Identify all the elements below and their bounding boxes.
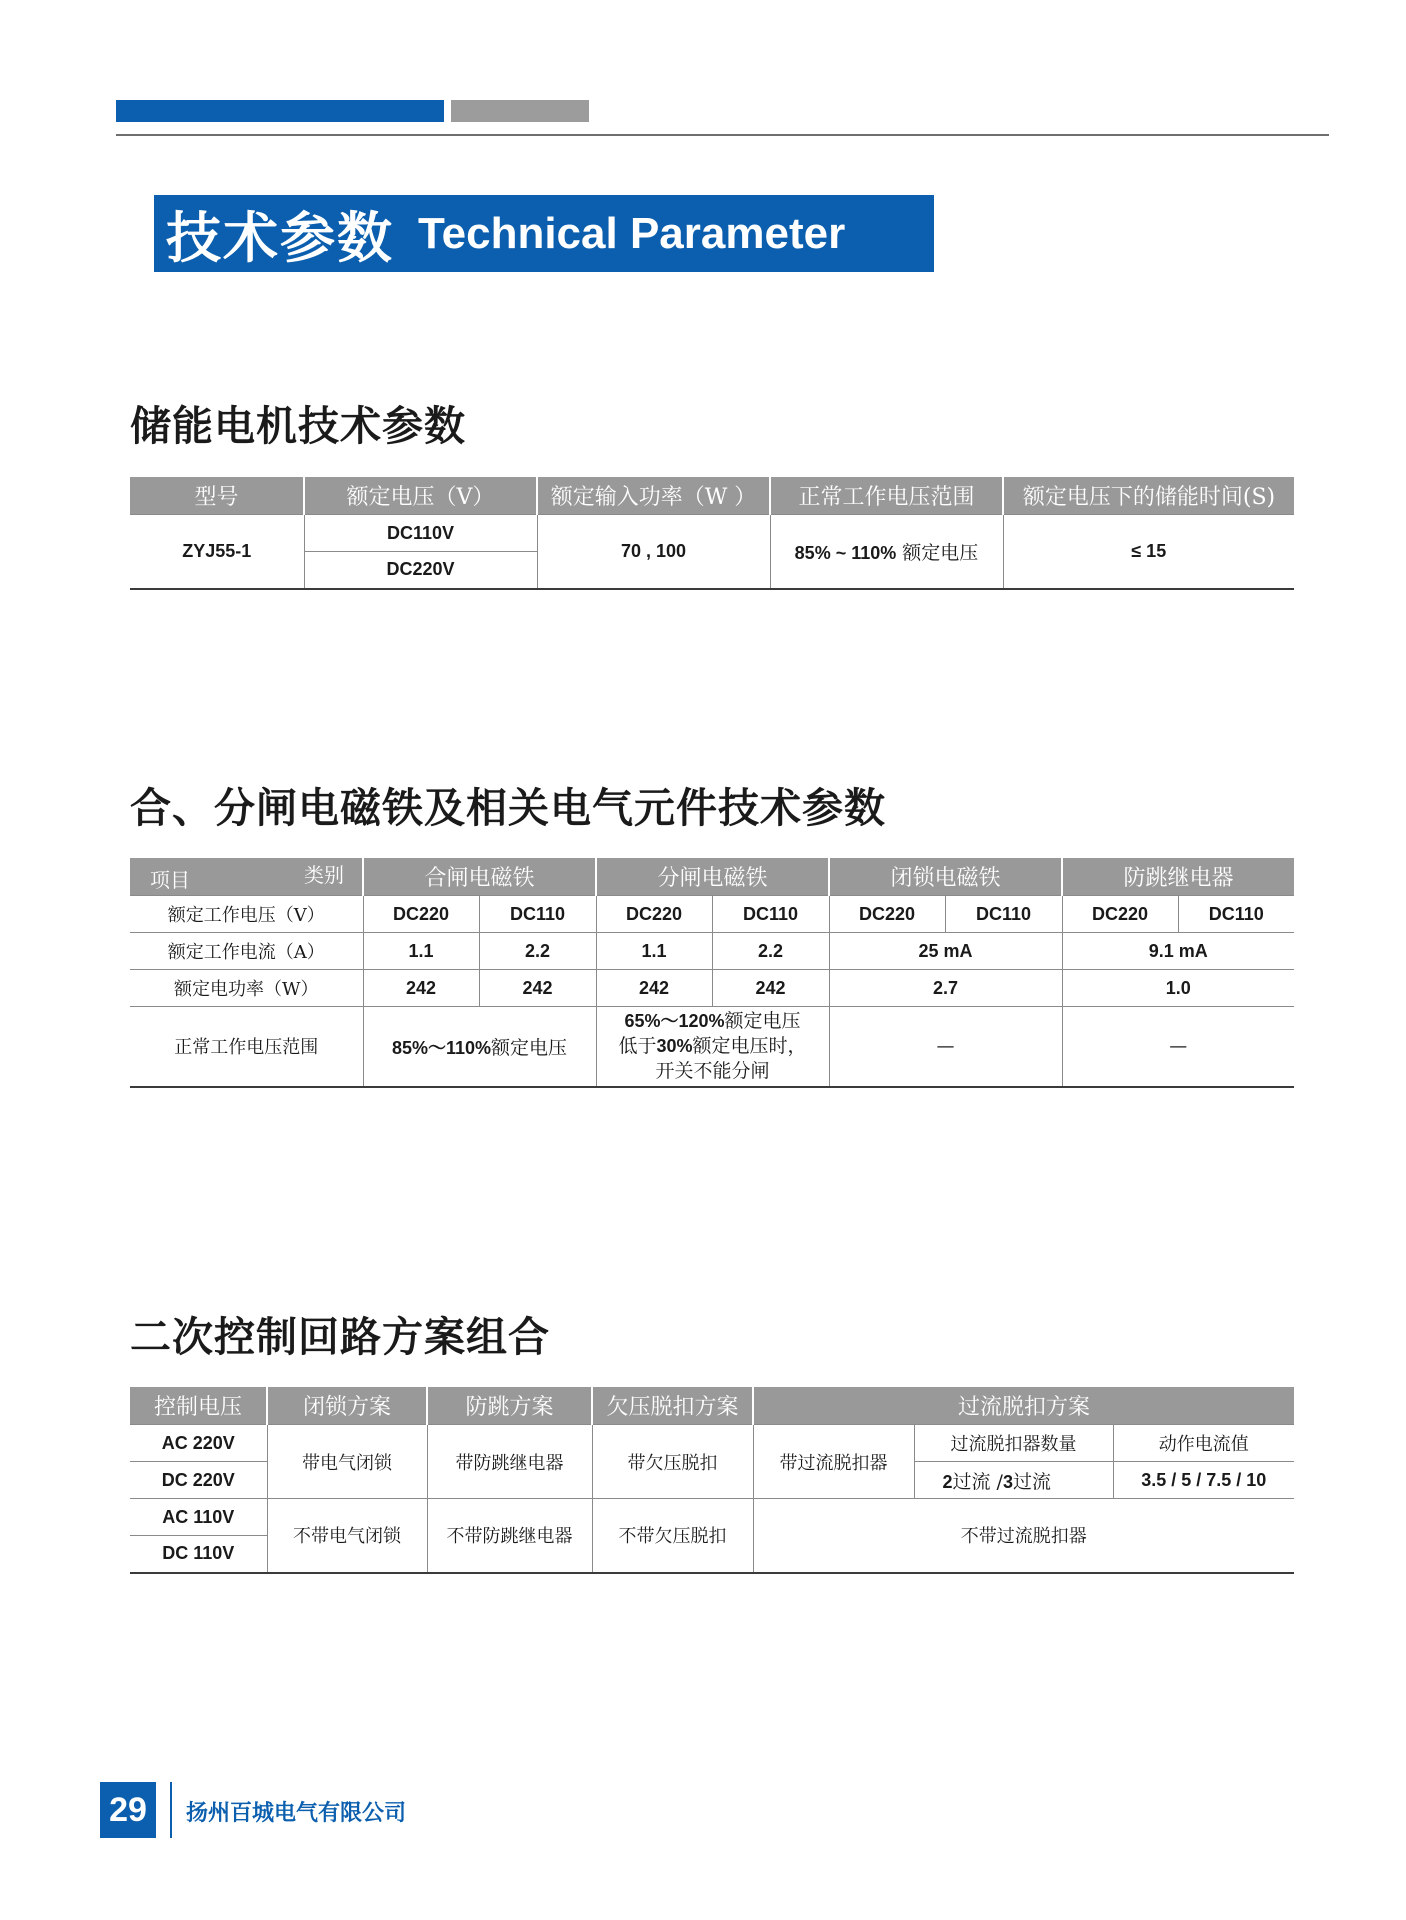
col-header-antijump: 防跳方案	[427, 1387, 592, 1425]
antijump-range-cell: —	[1062, 1007, 1294, 1087]
group-header-close: 合闸电磁铁	[363, 858, 596, 896]
group-header-open: 分闸电磁铁	[596, 858, 829, 896]
group-header-lock: 闭锁电磁铁	[829, 858, 1062, 896]
voltage-value: DC220	[596, 896, 712, 933]
current-value: 2.2	[712, 933, 829, 970]
power-value: 242	[596, 970, 712, 1007]
table-header-row	[130, 477, 1294, 515]
open-range-text: 额定电压	[724, 1010, 801, 1033]
antijump-without-cell: 不带防跳继电器	[427, 1499, 592, 1573]
row-label-range: 正常工作电压范围	[130, 1007, 363, 1087]
table-row	[130, 933, 1294, 970]
col-header-control-voltage: 控制电压	[130, 1387, 267, 1425]
count-post: 过流	[1012, 1470, 1051, 1493]
control-voltage-cell: DC 110V	[130, 1536, 267, 1573]
overcurrent-count-label: 过流脱扣器数量	[914, 1425, 1113, 1462]
voltage-value: DC220	[829, 896, 945, 933]
power-value: 2.7	[829, 970, 1062, 1007]
motor-spec-table	[130, 477, 1294, 590]
control-voltage-cell: DC 220V	[130, 1462, 267, 1499]
section1-title: 储能电机技术参数	[130, 402, 466, 450]
storage-time-cell: ≤ 15	[1003, 515, 1294, 589]
overcurrent-with-cell: 带过流脱扣器	[753, 1425, 914, 1499]
footer-divider	[170, 1782, 172, 1838]
row-label-current: 额定工作电流（A）	[130, 933, 363, 970]
count-2: 2	[942, 1471, 953, 1492]
power-value: 242	[479, 970, 596, 1007]
page-title-cn: 技术参数	[166, 206, 395, 270]
lock-with-cell: 带电气闭锁	[267, 1425, 427, 1499]
count-mid: 过流 /	[952, 1470, 1003, 1493]
group-header-antijump: 防跳继电器	[1062, 858, 1294, 896]
power-value: 1.0	[1062, 970, 1294, 1007]
trip-current-label: 动作电流值	[1113, 1425, 1294, 1462]
overcurrent-without-cell: 不带过流脱扣器	[753, 1499, 1294, 1573]
magnet-spec-table	[130, 858, 1294, 1088]
table-row	[130, 515, 1294, 552]
table-header-row	[130, 858, 1294, 896]
header-divider	[116, 134, 1329, 136]
control-scheme-table	[130, 1387, 1294, 1574]
open-range-num: 65%～120%	[624, 1011, 725, 1032]
voltage-value: DC220	[363, 896, 479, 933]
col-header-range: 正常工作电压范围	[770, 477, 1003, 515]
overcurrent-count-value	[914, 1462, 1113, 1499]
current-value: 2.2	[479, 933, 596, 970]
col-header-storage-time: 额定电压下的储能时间(S)	[1003, 477, 1294, 515]
range-num: 85% ~ 110%	[794, 542, 897, 563]
section3-title: 二次控制回路方案组合	[130, 1313, 550, 1361]
corner-header	[130, 858, 363, 896]
header-gray-bar	[451, 100, 589, 122]
col-header-power: 额定输入功率（W ）	[537, 477, 770, 515]
voltage-value: DC110	[1178, 896, 1294, 933]
power-cell: 70 , 100	[537, 515, 770, 589]
header-blue-bar	[116, 100, 444, 122]
page-title-en: Technical Parameter	[418, 208, 846, 258]
table-header-row	[130, 1387, 1294, 1425]
voltage-value: DC110	[945, 896, 1062, 933]
trip-current-values: 3.5 / 5 / 7.5 / 10	[1113, 1462, 1294, 1499]
count-3: 3	[1002, 1471, 1013, 1492]
col-header-overcurrent: 过流脱扣方案	[753, 1387, 1294, 1425]
col-header-model: 型号	[130, 477, 304, 515]
open-range-line3: 开关不能分闸	[655, 1060, 770, 1083]
voltage-value: DC220	[1062, 896, 1178, 933]
power-value: 242	[363, 970, 479, 1007]
current-value: 9.1 mA	[1062, 933, 1294, 970]
voltage-cell: DC220V	[304, 552, 537, 589]
table-row	[130, 970, 1294, 1007]
corner-item: 项目	[150, 868, 190, 892]
close-range-num: 85%～110%	[391, 1037, 492, 1058]
col-header-undervoltage: 欠压脱扣方案	[592, 1387, 753, 1425]
model-cell: ZYJ55-1	[130, 515, 304, 589]
table-row	[130, 896, 1294, 933]
page-title	[154, 195, 934, 272]
col-header-lock: 闭锁方案	[267, 1387, 427, 1425]
control-voltage-cell: AC 220V	[130, 1425, 267, 1462]
lock-without-cell: 不带电气闭锁	[267, 1499, 427, 1573]
col-header-voltage: 额定电压（V）	[304, 477, 537, 515]
power-value: 242	[712, 970, 829, 1007]
current-value: 25 mA	[829, 933, 1062, 970]
voltage-value: DC110	[479, 896, 596, 933]
table-row	[130, 1425, 1294, 1462]
open-range-pre: 低于	[618, 1035, 657, 1058]
control-voltage-cell: AC 110V	[130, 1499, 267, 1536]
undervoltage-without-cell: 不带欠压脱扣	[592, 1499, 753, 1573]
table-row	[130, 1007, 1294, 1087]
open-range-threshold: 30%	[656, 1036, 693, 1057]
current-value: 1.1	[363, 933, 479, 970]
current-value: 1.1	[596, 933, 712, 970]
close-range-text: 额定电压	[491, 1036, 568, 1059]
open-range-cell	[596, 1007, 829, 1087]
company-name: 扬州百城电气有限公司	[186, 1801, 407, 1826]
corner-category: 类别	[304, 863, 344, 887]
antijump-with-cell: 带防跳继电器	[427, 1425, 592, 1499]
table-row	[130, 1499, 1294, 1536]
voltage-value: DC110	[712, 896, 829, 933]
row-label-voltage: 额定工作电压（V）	[130, 896, 363, 933]
range-text: 额定电压	[896, 541, 979, 564]
section2-title: 合、分闸电磁铁及相关电气元件技术参数	[130, 784, 886, 832]
open-range-note: 额定电压时，	[692, 1035, 807, 1058]
page-number: 29	[100, 1782, 156, 1838]
undervoltage-with-cell: 带欠压脱扣	[592, 1425, 753, 1499]
close-range-cell	[363, 1007, 596, 1087]
lock-range-cell: —	[829, 1007, 1062, 1087]
range-cell	[770, 515, 1003, 589]
row-label-power: 额定电功率（W）	[130, 970, 363, 1007]
voltage-cell: DC110V	[304, 515, 537, 552]
